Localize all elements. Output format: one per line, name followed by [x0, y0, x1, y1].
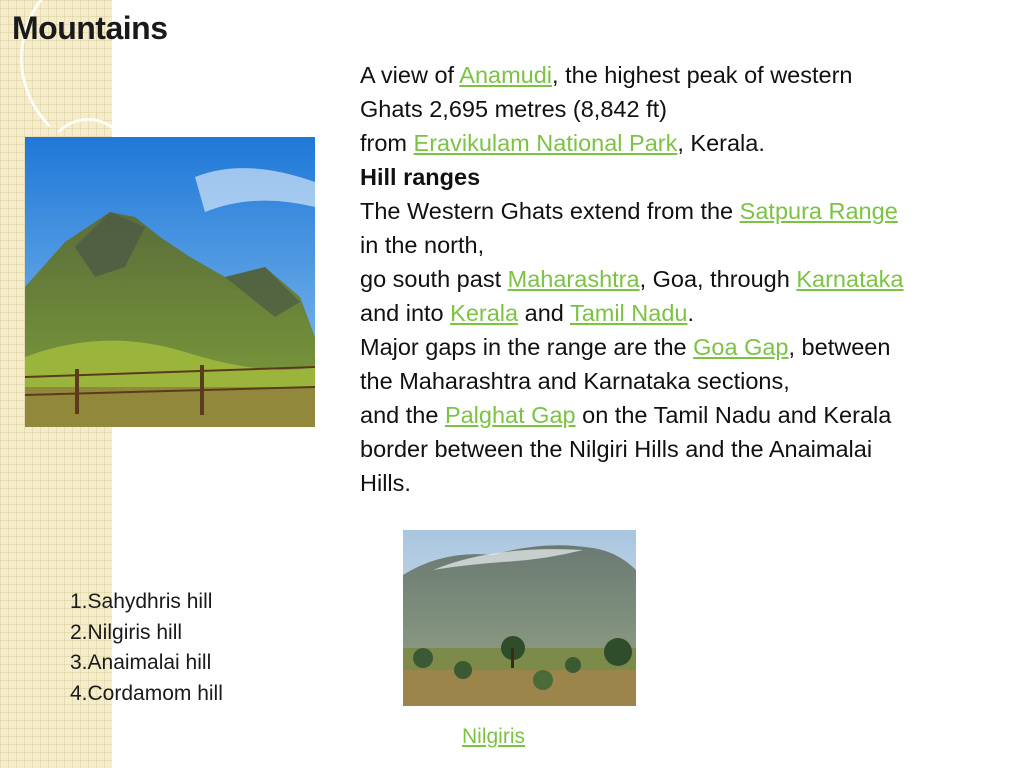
paragraph-line	[360, 262, 970, 296]
paragraph-line	[360, 194, 970, 228]
text-span: and	[518, 300, 570, 326]
paragraph-line: the Maharashtra and Karnataka sections,	[360, 368, 790, 394]
list-item: 4.Cordamom hill	[70, 681, 223, 705]
list-item: 1.Sahydhris hill	[70, 590, 213, 613]
anamudi-photo	[25, 137, 315, 427]
link-anamudi[interactable]: Anamudi	[459, 62, 553, 88]
hill-list	[70, 587, 223, 709]
nilgiris-photo	[403, 530, 636, 706]
link-tamil-nadu[interactable]: Tamil Nadu	[569, 300, 688, 326]
text-span: on the Tamil Nadu and Kerala	[575, 402, 892, 428]
link-goa-gap[interactable]: Goa Gap	[693, 334, 789, 360]
text-span: from	[360, 130, 414, 156]
list-item: 3.Anaimalai hill	[70, 651, 212, 674]
link-karnataka[interactable]: Karnataka	[796, 266, 904, 292]
text-span: .	[687, 300, 695, 326]
link-eravikulam-national-park[interactable]: Eravikulam National Park	[413, 130, 678, 156]
link-palghat-gap[interactable]: Palghat Gap	[444, 402, 576, 428]
slide-title: Mountains	[12, 10, 168, 46]
paragraph-line	[360, 398, 970, 432]
link-kerala[interactable]: Kerala	[450, 300, 519, 326]
text-span: Major gaps in the range are the	[360, 334, 694, 360]
text-span: , the highest peak of western	[552, 62, 853, 88]
paragraph-line: in the north,	[360, 232, 485, 258]
list-item: 2.Nilgiris hill	[70, 620, 183, 644]
section-heading	[360, 160, 970, 194]
paragraph-line	[360, 58, 970, 92]
text-span: , Kerala.	[677, 130, 765, 156]
paragraph-line	[360, 296, 970, 330]
link-satpura-range[interactable]: Satpura Range	[739, 198, 898, 224]
main-paragraph	[360, 58, 970, 500]
text-span: and the	[360, 402, 445, 428]
heading-text: Hill ranges	[360, 164, 481, 190]
paragraph-line: border between the Nilgiri Hills and the Anaimalai	[360, 436, 873, 462]
nilgiris-caption-link[interactable]: Nilgiris	[462, 725, 525, 748]
paragraph-line: Ghats 2,695 metres (8,842 ft)	[360, 96, 667, 122]
paragraph-line	[360, 126, 970, 160]
link-maharashtra[interactable]: Maharashtra	[507, 266, 640, 292]
text-span: , Goa, through	[639, 266, 797, 292]
paragraph-line	[360, 330, 970, 364]
text-span: The Western Ghats extend from the	[360, 198, 740, 224]
text-span: and into	[360, 300, 451, 326]
text-span: go south past	[360, 266, 508, 292]
text-span: , between	[788, 334, 891, 360]
paragraph-line: Hills.	[360, 470, 411, 496]
text-span: A view of	[360, 62, 460, 88]
